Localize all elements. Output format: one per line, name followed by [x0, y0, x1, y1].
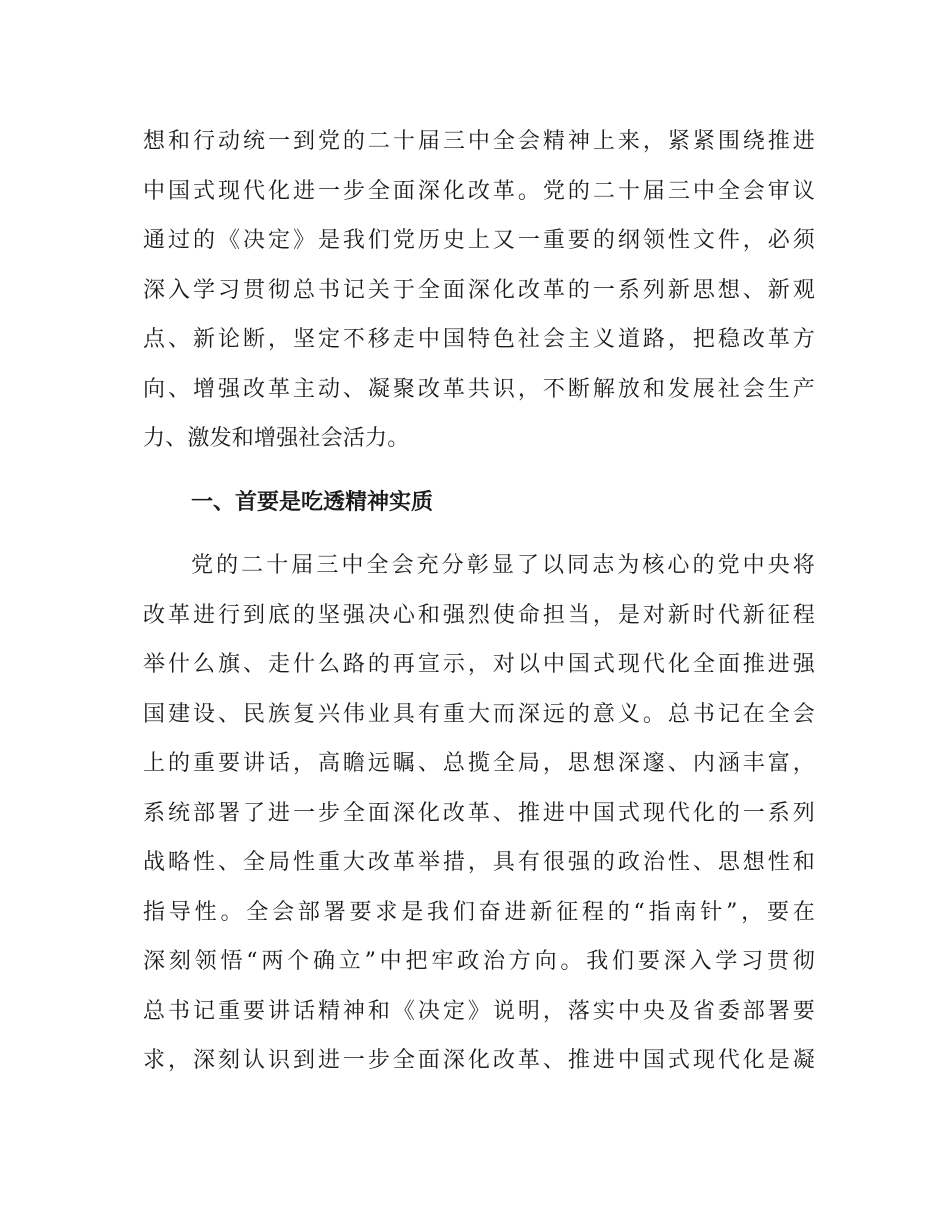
document-body [143, 117, 815, 1086]
text-line: 举什么旗、走什么路的再宣示，对以中国式现代化全面推进强 [143, 652, 815, 677]
text-line: 点、新论断，坚定不移走中国特色社会主义道路，把稳改革方 [143, 327, 815, 352]
text-line: 力、激发和增强社会活力。 [143, 426, 410, 451]
text-line: 指导性。全会部署要求是我们奋进新征程的“指南针”，要在 [143, 899, 815, 925]
text-line: 改革进行到底的坚强决心和强烈使命担当，是对新时代新征程 [143, 602, 815, 628]
text-line: 深刻领悟“两个确立”中把牢政治方向。我们要深入学习贯彻 [143, 949, 815, 974]
text-line: 中国式现代化进一步全面深化改革。党的二十届三中全会审议 [143, 178, 815, 204]
text-line: 上的重要讲话，高瞻远瞩、总揽全局，思想深邃、内涵丰富， [143, 751, 815, 776]
text-line: 系统部署了进一步全面深化改革、推进中国式现代化的一系列 [143, 800, 815, 826]
text-line: 战略性、全局性重大改革举措，具有很强的政治性、思想性和 [143, 850, 815, 875]
text-line: 总书记重要讲话精神和《决定》说明，落实中央及省委部署要 [143, 998, 815, 1024]
text-line: 求，深刻认识到进一步全面深化改革、推进中国式现代化是凝 [143, 1048, 815, 1073]
text-line: 向、增强改革主动、凝聚改革共识，不断解放和发展社会生产 [143, 376, 815, 402]
text-line: 想和行动统一到党的二十届三中全会精神上来，紧紧围绕推进 [143, 129, 815, 154]
paragraph-section-1 [143, 541, 815, 1086]
text-line: 国建设、民族复兴伟业具有重大而深远的意义。总书记在全会 [143, 701, 815, 727]
text-line: 党的二十届三中全会充分彰显了以同志为核心的党中央将 [191, 553, 815, 578]
text-line: 通过的《决定》是我们党历史上又一重要的纲领性文件，必须 [143, 228, 815, 253]
text-line: 深入学习贯彻总书记关于全面深化改革的一系列新思想、新观 [143, 277, 815, 303]
paragraph-intro [143, 117, 815, 464]
section-heading: 一、首要是吃透精神实质 [191, 489, 434, 515]
